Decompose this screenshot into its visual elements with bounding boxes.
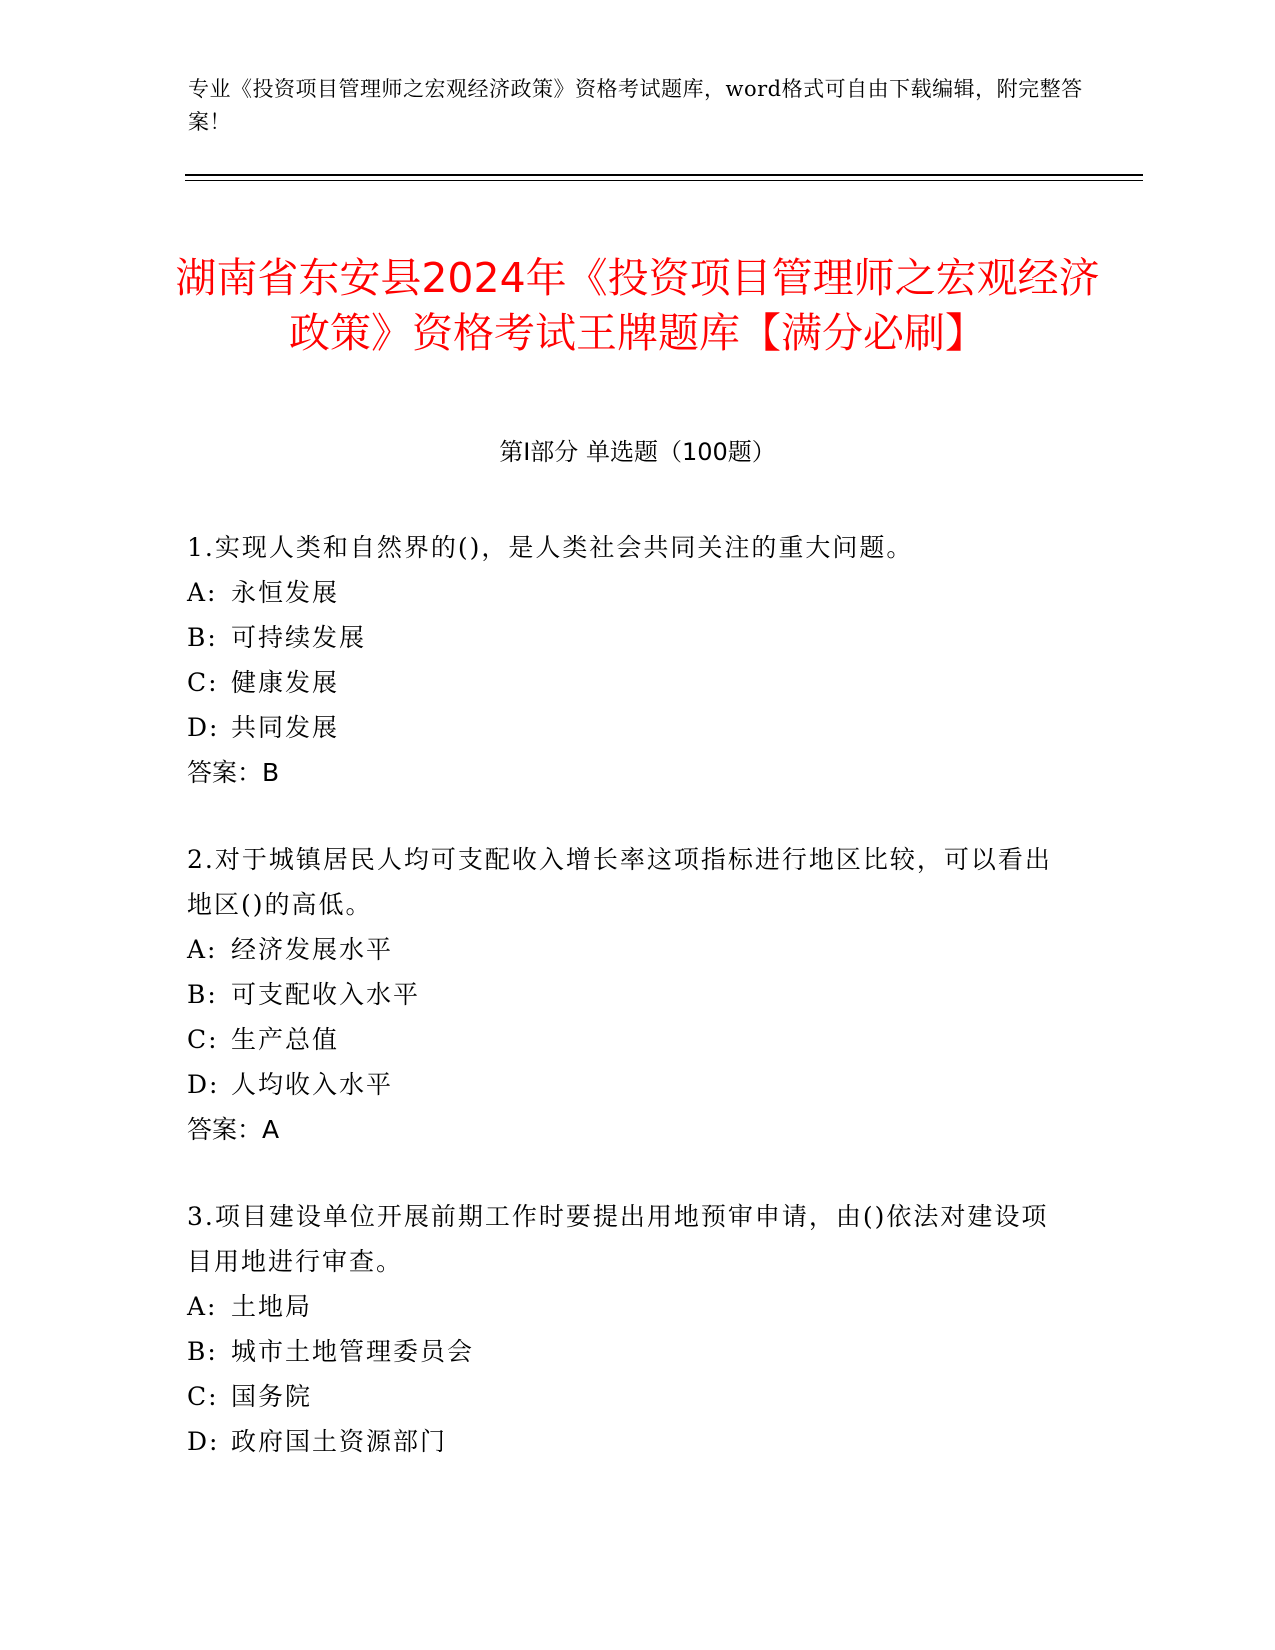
- option-d: [187, 1419, 1067, 1464]
- question-list: [187, 525, 1067, 1506]
- question-1: [187, 525, 1067, 795]
- question-3: [187, 1194, 1067, 1464]
- header-divider-thick: [185, 174, 1143, 176]
- option-letter: A:: [187, 578, 218, 607]
- option-b: [187, 1329, 1067, 1374]
- option-d: [187, 705, 1067, 750]
- answer-text: 答案：A: [187, 1115, 280, 1144]
- option-letter: C:: [187, 1025, 219, 1054]
- option-text: 人均收入水平: [231, 1070, 394, 1099]
- option-letter: B:: [187, 623, 218, 652]
- option-text: 土地局: [231, 1292, 313, 1321]
- option-letter: C:: [187, 668, 219, 697]
- option-a: [187, 927, 1067, 972]
- option-text: 国务院: [231, 1382, 313, 1411]
- option-text: 城市土地管理委员会: [231, 1337, 475, 1366]
- option-c: [187, 1374, 1067, 1419]
- option-letter: B:: [187, 1337, 218, 1366]
- option-letter: A:: [187, 935, 218, 964]
- option-letter: D:: [187, 1427, 220, 1456]
- option-text: 共同发展: [231, 713, 340, 742]
- option-c: [187, 660, 1067, 705]
- option-text: 健康发展: [231, 668, 340, 697]
- option-letter: A:: [187, 1292, 218, 1321]
- option-a: [187, 570, 1067, 615]
- option-b: [187, 972, 1067, 1017]
- option-c: [187, 1017, 1067, 1062]
- option-letter: C:: [187, 1382, 219, 1411]
- option-text: 经济发展水平: [231, 935, 394, 964]
- option-text: 可持续发展: [231, 623, 367, 652]
- option-letter: D:: [187, 1070, 220, 1099]
- option-b: [187, 615, 1067, 660]
- question-2: [187, 837, 1067, 1152]
- question-text: 3.项目建设单位开展前期工作时要提出用地预审申请，由()依法对建设项目用地进行审查。: [187, 1202, 1049, 1276]
- option-letter: B:: [187, 980, 218, 1009]
- header-note: 专业《投资项目管理师之宏观经济政策》资格考试题库，word格式可自由下载编辑，附完整答案！: [188, 77, 1083, 134]
- section-heading: 第Ⅰ部分 单选题（100题）: [499, 438, 776, 466]
- option-letter: D:: [187, 713, 220, 742]
- option-text: 可支配收入水平: [231, 980, 421, 1009]
- document-title: 湖南省东安县2024年《投资项目管理师之宏观经济政策》资格考试王牌题库【满分必刷】: [175, 254, 1100, 358]
- header-divider-thin: [185, 180, 1143, 181]
- option-text: 永恒发展: [231, 578, 340, 607]
- option-text: 生产总值: [231, 1025, 340, 1054]
- option-text: 政府国土资源部门: [231, 1427, 448, 1456]
- option-d: [187, 1062, 1067, 1107]
- answer-text: 答案：B: [187, 758, 280, 787]
- option-a: [187, 1284, 1067, 1329]
- question-text: 1.实现人类和自然界的()，是人类社会共同关注的重大问题。: [187, 533, 914, 562]
- question-text: 2.对于城镇居民人均可支配收入增长率这项指标进行地区比较，可以看出地区()的高低。: [187, 845, 1052, 919]
